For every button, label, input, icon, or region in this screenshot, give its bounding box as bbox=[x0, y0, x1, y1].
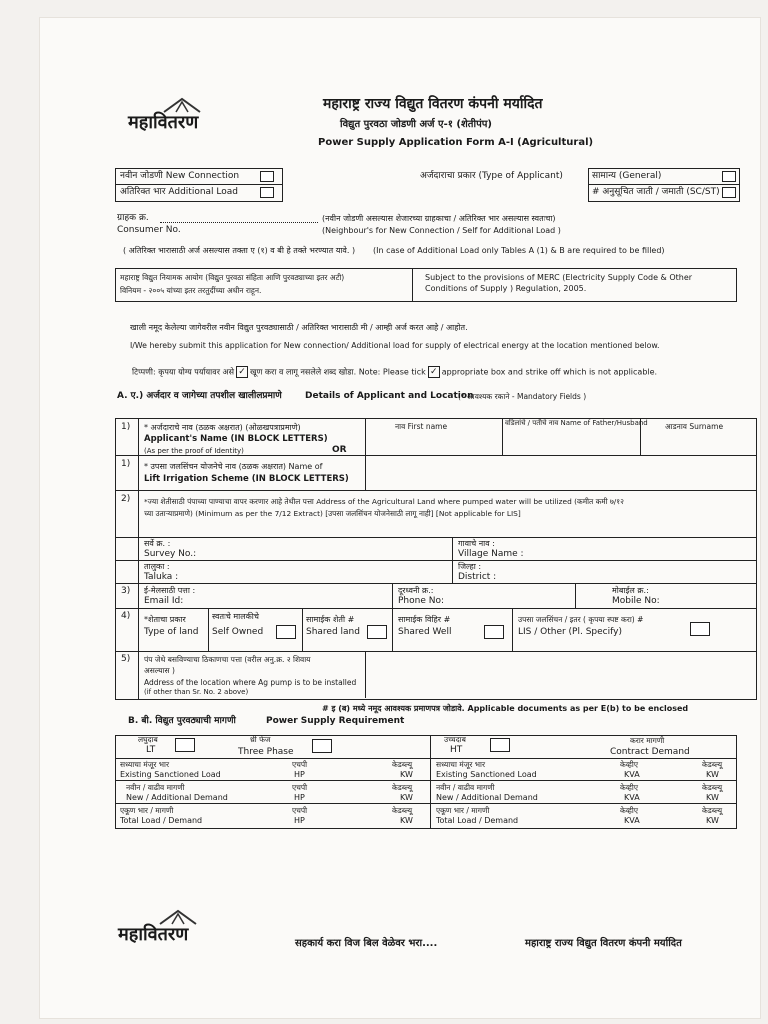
documents-note: # इ (ब) मध्ये नमूद आवश्यक प्रमाणपत्र जोडावे. Applicable documents as per E(b) to be enclosed bbox=[322, 704, 689, 713]
consumer-label-marathi: ग्राहक क्र. bbox=[117, 213, 149, 223]
lt-new-label: New / Additional Demand bbox=[126, 793, 228, 802]
village-marathi: गावाचे नाव : bbox=[458, 539, 495, 548]
ht-new-marathi: नवीन / वाढीव मागणी bbox=[436, 783, 495, 792]
shared-well-marathi: सामाईक विहिर # bbox=[398, 615, 451, 624]
ht-existing-kw-marathi: केडब्ल्यू bbox=[702, 760, 723, 769]
ht-new-label: New / Additional Demand bbox=[436, 793, 538, 802]
ht-existing-kva: KVA bbox=[624, 770, 640, 779]
tick-note-marathi: टिप्पणी: कृपया योग्य पर्यायावर असे bbox=[132, 367, 235, 377]
declaration-english: I/We hereby submit this application for New connection/ Additional load for supply of electrical energy at the location mentioned below. bbox=[130, 341, 660, 350]
row4-number: 4) bbox=[121, 611, 131, 621]
form-subtitle-marathi: विद्युत पुरवठा जोडणी अर्ज ए-१ (शेतीपंप) bbox=[340, 119, 492, 130]
section-b-title-english: Power Supply Requirement bbox=[266, 716, 405, 726]
declaration-marathi: खाली नमूद केलेल्या जागेवरील नवीन विद्युत पुरवठ्यासाठी / अतिरिक्त भारासाठी मी / आम्ही अर्ज करत आहे / आहोत. bbox=[130, 323, 468, 332]
surname-field[interactable] bbox=[642, 432, 754, 453]
first-name-header: नाव First name bbox=[395, 422, 448, 431]
tick-note-mid: खूण करा व लागू नसलेले शब्द खोडा. bbox=[250, 367, 357, 377]
merc-english-1: Subject to the provisions of MERC (Electricity Supply Code & Other bbox=[425, 273, 693, 282]
lis-checkbox[interactable] bbox=[690, 622, 710, 636]
lt-total-hp-marathi: एचपी bbox=[292, 806, 308, 815]
lt-new-kw-marathi: केडब्ल्यू bbox=[392, 783, 413, 792]
application-form-page bbox=[40, 18, 760, 1018]
applicant-type-label: अर्जदाराचा प्रकार (Type of Applicant) bbox=[420, 171, 563, 181]
footer-logo bbox=[118, 908, 238, 948]
ht-existing-marathi: सध्याचा मंजूर भार bbox=[436, 760, 486, 769]
contract-label: Contract Demand bbox=[610, 747, 690, 757]
mobile-english: Mobile No: bbox=[612, 596, 660, 606]
self-owned-checkbox[interactable] bbox=[276, 625, 296, 639]
three-phase-checkbox[interactable] bbox=[312, 739, 332, 753]
lt-existing-hp-marathi: एचपी bbox=[292, 760, 308, 769]
general-label: सामान्य (General) bbox=[592, 171, 662, 181]
row1-number: 1) bbox=[121, 422, 131, 432]
general-checkbox[interactable] bbox=[722, 171, 736, 182]
section-b-title-marathi: B. बी. विद्युत पुरवठ्याची मागणी bbox=[128, 716, 236, 726]
lift-scheme-marathi: * उपसा जलसिंचन योजनेचे नाव (ठळक अक्षरात) Name of bbox=[144, 462, 323, 471]
consumer-note-english: (Neighbour's for New Connection / Self for Additional Load ) bbox=[322, 226, 561, 235]
additional-load-checkbox[interactable] bbox=[260, 187, 274, 198]
lt-marathi: लघुदाब bbox=[138, 735, 158, 744]
tick-note-english-a: Note: Please tick bbox=[358, 367, 426, 377]
tick-icon-2: ✓ bbox=[428, 366, 440, 378]
tick-note-english-b: appropriate box and strike off which is not applicable. bbox=[441, 367, 658, 377]
lift-scheme-field[interactable] bbox=[367, 457, 755, 489]
phone-english: Phone No: bbox=[398, 596, 445, 606]
consumer-no-field[interactable] bbox=[160, 222, 318, 223]
taluka-marathi: तालुका : bbox=[144, 562, 170, 571]
new-connection-checkbox[interactable] bbox=[260, 171, 274, 182]
tick-icon: ✓ bbox=[236, 366, 248, 378]
applicant-name-note: (As per the proof of Identity) bbox=[144, 447, 244, 455]
lt-new-marathi: नवीन / वाढीव मागणी bbox=[126, 783, 185, 792]
lt-existing-kw: KW bbox=[400, 770, 413, 779]
lt-label: LT bbox=[146, 745, 156, 755]
father-name-header: वडिलांचे / पतीचे नाव Name of Father/Husband bbox=[505, 419, 648, 427]
three-phase-label: Three Phase bbox=[238, 747, 294, 757]
father-name-field[interactable] bbox=[504, 432, 638, 453]
shared-land-checkbox[interactable] bbox=[367, 625, 387, 639]
merc-marathi-2: विनियम - २००५ यांच्या इतर तरतुदींच्या अधीन राहून. bbox=[120, 286, 262, 295]
ht-total-marathi: एकूण भार / मागणी bbox=[436, 806, 490, 815]
or-label: OR bbox=[332, 445, 347, 455]
lt-existing-marathi: सध्याचा मंजूर भार bbox=[120, 760, 170, 769]
ht-total-kva-marathi: केव्हीए bbox=[620, 806, 638, 815]
contract-marathi: करार मागणी bbox=[630, 736, 665, 745]
lt-new-kw: KW bbox=[400, 793, 413, 802]
lt-total-hp: HP bbox=[294, 816, 305, 825]
logo-text: महावितरण bbox=[128, 112, 199, 133]
lt-total-marathi: एकूण भार / मागणी bbox=[120, 806, 174, 815]
village-english: Village Name : bbox=[458, 549, 524, 559]
land-address-line1: *ज्या शेतीसाठी पंपाच्या पाण्याचा वापर करणार आहे तेथील पत्ता Address of the Agricultural Land where pumped water will be utilized (कमीत कमी ७/१२ bbox=[144, 497, 624, 506]
surname-header: आडनाव Surname bbox=[665, 422, 724, 431]
email-marathi: ई-मेलसाठी पत्ता : bbox=[144, 586, 196, 595]
footer-logo-text: महावितरण bbox=[118, 924, 189, 945]
merc-english-2: Conditions of Supply ) Regulation, 2005. bbox=[425, 284, 587, 293]
section-a-title-marathi: A. ए.) अर्जदार व जागेच्या तपशील खालीलप्रमाणे bbox=[117, 391, 282, 401]
footer-org: महाराष्ट्र राज्य विद्युत वितरण कंपनी मर्यादित bbox=[525, 938, 682, 949]
lt-total-kw-marathi: केडब्ल्यू bbox=[392, 806, 413, 815]
additional-load-label: अतिरिक्त भार Additional Load bbox=[120, 187, 238, 197]
ht-new-kva: KVA bbox=[624, 793, 640, 802]
lt-new-hp: HP bbox=[294, 793, 305, 802]
email-english: Email Id: bbox=[144, 596, 184, 606]
ht-marathi: उच्चदाब bbox=[444, 735, 466, 744]
first-name-field[interactable] bbox=[367, 432, 500, 453]
ht-total-kw-marathi: केडब्ल्यू bbox=[702, 806, 723, 815]
new-connection-label: नवीन जोडणी New Connection bbox=[120, 171, 240, 181]
phone-marathi: दूरध्वनी क्र.: bbox=[398, 586, 434, 595]
pump-address-english-1: Address of the location where Ag pump is to be installed bbox=[144, 678, 357, 687]
applicant-name-english: Applicant's Name (IN BLOCK LETTERS) bbox=[144, 434, 328, 444]
ht-new-kw: KW bbox=[706, 793, 719, 802]
ht-total-kw: KW bbox=[706, 816, 719, 825]
lt-existing-label: Existing Sanctioned Load bbox=[120, 770, 221, 779]
lt-total-kw: KW bbox=[400, 816, 413, 825]
survey-marathi: सर्वे क्र. : bbox=[144, 539, 171, 548]
self-owned-english: Self Owned bbox=[212, 627, 264, 637]
lt-total-label: Total Load / Demand bbox=[120, 816, 203, 825]
ht-new-kva-marathi: केव्हीए bbox=[620, 783, 638, 792]
land-address-line2: च्या उताऱ्याप्रमाणे) (Minimum as per the 7/12 Extract) [उपसा जलसिंचन योजनेसाठी लागू नाही] [Not applicable for LIS] bbox=[144, 509, 521, 518]
row5-number: 5) bbox=[121, 654, 131, 664]
shared-well-english: Shared Well bbox=[398, 627, 452, 637]
shared-land-marathi: सामाईक शेती # bbox=[306, 615, 355, 624]
pump-address-marathi-1: पंप जेथे बसविण्याचा ठिकाणचा पत्ता (वरील अनु.क्र. २ शिवाय bbox=[144, 655, 311, 664]
tick-note bbox=[132, 366, 657, 378]
lt-checkbox[interactable] bbox=[175, 738, 195, 752]
section-a-mandatory: (* आवश्यक रकाने - Mandatory Fields ) bbox=[458, 392, 587, 401]
lift-scheme-english: Lift Irrigation Scheme (IN BLOCK LETTERS) bbox=[144, 474, 349, 484]
land-type-marathi: *शेताचा प्रकार bbox=[144, 615, 186, 624]
shared-land-english: Shared land bbox=[306, 627, 360, 637]
ht-label: HT bbox=[450, 745, 463, 755]
self-owned-marathi: स्वतःचे मालकीचे bbox=[212, 612, 259, 621]
taluka-english: Taluka : bbox=[144, 572, 179, 582]
footer-slogan: सहकार्य करा विज बिल वेळेवर भरा.... bbox=[295, 938, 438, 949]
row1b-number: 1) bbox=[121, 459, 131, 469]
land-type-english: Type of land bbox=[144, 627, 199, 637]
ht-total-label: Total Load / Demand bbox=[436, 816, 519, 825]
ht-new-kw-marathi: केडब्ल्यू bbox=[702, 783, 723, 792]
lis-english: LIS / Other (Pl. Specify) bbox=[518, 627, 622, 637]
row3-number: 3) bbox=[121, 586, 131, 596]
org-title: महाराष्ट्र राज्य विद्युत वितरण कंपनी मर्यादित bbox=[323, 96, 543, 112]
tables-note-english: (In case of Additional Load only Tables A (1) & B are required to be filled) bbox=[373, 246, 665, 255]
section-a-title-english: Details of Applicant and Location bbox=[305, 391, 474, 401]
sc-st-checkbox[interactable] bbox=[722, 187, 736, 198]
ht-total-kva: KVA bbox=[624, 816, 640, 825]
three-phase-marathi: थ्री फेज bbox=[250, 735, 271, 744]
ht-existing-label: Existing Sanctioned Load bbox=[436, 770, 537, 779]
ht-checkbox[interactable] bbox=[490, 738, 510, 752]
ht-existing-kw: KW bbox=[706, 770, 719, 779]
pump-address-marathi-2: असल्यास ) bbox=[144, 666, 175, 675]
consumer-note-marathi: (नवीन जोडणी असल्यास शेजारच्या ग्राहकाचा / अतिरिक्त भार असल्यास स्वतःचा) bbox=[322, 214, 556, 223]
tables-note-marathi: ( अतिरिक्त भारासाठी अर्ज असल्यास तक्ता ए (१) व बी हे तक्ते भरण्यात यावे. ) bbox=[123, 246, 356, 255]
row2-number: 2) bbox=[121, 494, 131, 504]
lt-new-hp-marathi: एचपी bbox=[292, 783, 308, 792]
mobile-marathi: मोबाईल क्र.: bbox=[612, 586, 649, 595]
pump-address-english-2: (if other than Sr. No. 2 above) bbox=[144, 688, 249, 696]
district-english: District : bbox=[458, 572, 497, 582]
lis-marathi: उपसा जलसिंचन / इतर ( कृपया स्पष्ट करा) # bbox=[518, 615, 644, 624]
merc-marathi-1: महाराष्ट्र विद्युत नियामक आयोग (विद्युत पुरवठा संहिता आणि पुरवठ्याच्या इतर अटी) bbox=[120, 273, 345, 282]
ht-existing-kva-marathi: केव्हीए bbox=[620, 760, 638, 769]
applicant-name-marathi: * अर्जदाराचे नाव (ठळक अक्षरात) (ओळखपत्राप्रमाणे) bbox=[144, 423, 301, 432]
mahavitaran-logo bbox=[128, 96, 248, 136]
pump-address-field[interactable] bbox=[367, 653, 755, 697]
form-title-english: Power Supply Application Form A-I (Agricultural) bbox=[318, 137, 594, 148]
lt-existing-hp: HP bbox=[294, 770, 305, 779]
survey-english: Survey No.: bbox=[144, 549, 197, 559]
lt-existing-kw-marathi: केडब्ल्यू bbox=[392, 760, 413, 769]
shared-well-checkbox[interactable] bbox=[484, 625, 504, 639]
consumer-label-english: Consumer No. bbox=[117, 225, 181, 235]
sc-st-label: # अनुसूचित जाती / जमाती (SC/ST) bbox=[592, 187, 720, 197]
district-marathi: जिल्हा : bbox=[458, 562, 482, 571]
